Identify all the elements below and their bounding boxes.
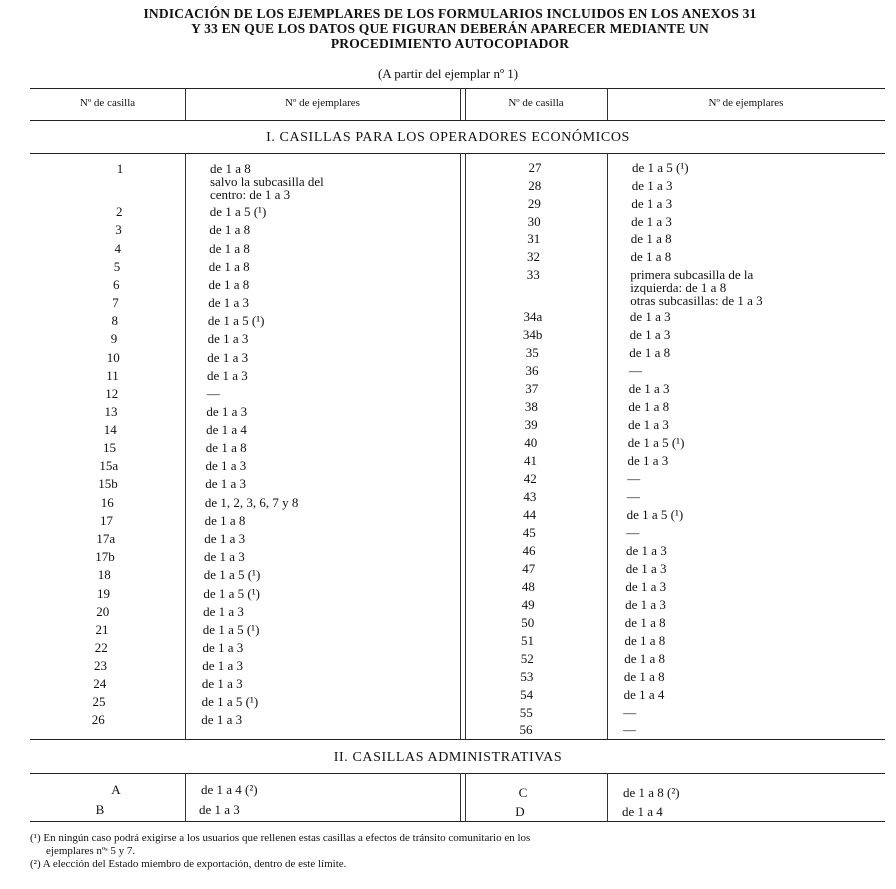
casilla-number: 51 (521, 633, 534, 648)
casilla-number: 24 (93, 676, 107, 691)
casilla-number: 7 (112, 295, 119, 310)
ejemplares-value: de 1 a 3 (625, 597, 666, 612)
ejemplares-value: — (623, 722, 636, 737)
admin-casilla: C (518, 785, 528, 800)
ejemplares-value: de 1 a 3 (202, 640, 244, 655)
casilla-number: 50 (521, 615, 535, 630)
casilla-number: 15b (98, 476, 118, 491)
ejemplares-value: de 1 a 3 (625, 579, 667, 594)
ejemplares-value: de 1 a 3 (629, 309, 671, 324)
ejemplares-value: — (626, 525, 640, 540)
admin-col-sep (185, 773, 186, 821)
footnote-1-cont: ejemplares nºˢ 5 y 7. (46, 845, 136, 857)
casilla-number: 15 (103, 440, 116, 455)
ejemplares-value: de 1 a 3 (208, 295, 249, 310)
ejemplares-value: de 1 a 3 (628, 381, 670, 396)
admin-ejemplares: de 1 a 4 (²) (201, 782, 258, 797)
ejemplares-value: de 1 a 8 (628, 399, 670, 414)
ejemplares-value: de 1, 2, 3, 6, 7 y 8 (204, 495, 299, 510)
casilla-number: 45 (522, 525, 536, 540)
header-ejemplares-left: Nº de ejemplares (285, 97, 360, 109)
body-col-sep (465, 153, 466, 739)
header-col-sep (460, 88, 461, 120)
casilla-number: 27 (528, 160, 542, 175)
casilla-number: 32 (527, 249, 540, 264)
ejemplares-value: de 1 a 3 (207, 331, 249, 346)
ejemplares-value: de 1 a 3 (627, 453, 669, 468)
ejemplares-value: de 1 a 3 (207, 350, 249, 365)
ejemplares-value: de 1 a 8 (205, 440, 247, 455)
casilla-number: 53 (520, 669, 534, 684)
casilla-number: 35 (525, 345, 539, 360)
ejemplares-value: de 1 a 8 (630, 231, 672, 246)
ejemplares-value: de 1 a 3 (631, 196, 673, 211)
casilla-number: 21 (95, 622, 109, 637)
section-administrativas-heading: II. CASILLAS ADMINISTRATIVAS (333, 750, 563, 765)
title-line: Y 33 EN QUE LOS DATOS QUE FIGURAN DEBERÁN APARECER MEDIANTE UN (191, 21, 709, 36)
ejemplares-value: de 1 a 5 (¹) (209, 204, 267, 219)
casilla-number: 2 (116, 204, 123, 219)
ejemplares-value: de 1 a 3 (203, 604, 244, 619)
admin-casilla: B (95, 802, 105, 817)
casilla-number: 17a (96, 531, 116, 546)
casilla-number: 26 (91, 712, 105, 727)
ejemplares-value: de 1 a 8 (629, 345, 671, 360)
casilla-number: 19 (97, 586, 110, 601)
casilla-number: 54 (520, 687, 534, 702)
header-bottom-rule (30, 120, 885, 121)
casilla-number: 10 (106, 350, 120, 365)
ejemplares-value: de 1 a 3 (201, 712, 243, 727)
casilla-number: 34a (523, 309, 543, 324)
casilla-number: 55 (519, 705, 533, 720)
ejemplares-value: de 1 a 3 (205, 458, 247, 473)
casilla-number: 12 (105, 386, 119, 401)
ejemplares-value: de 1 a 3 (204, 549, 245, 564)
casilla-number: 17 (100, 513, 113, 528)
casilla-number: 39 (524, 417, 538, 432)
admin-col-sep (607, 773, 608, 821)
casilla-number: 8 (111, 313, 118, 328)
ejemplares-value: de 1 a 5 (¹) (207, 313, 265, 328)
admin-ejemplares: de 1 a 8 (²) (623, 785, 680, 800)
casilla-number: 48 (521, 579, 535, 594)
casilla-number: 6 (113, 277, 120, 292)
table-bottom-rule (30, 821, 885, 822)
header-casilla-left: Nº de casilla (79, 97, 136, 109)
casilla-number: 43 (523, 489, 537, 504)
ejemplares-value: de 1 a 4 (623, 687, 665, 702)
ejemplares-value: de 1 a 3 (206, 404, 248, 419)
ejemplares-value: de 1 a 8 (630, 249, 672, 264)
ejemplares-value: de 1 a 5 (¹) (632, 160, 689, 175)
ejemplares-value: de 1 a 5 (¹) (203, 567, 261, 582)
casilla-number: 33 (526, 267, 540, 282)
ejemplares-value: — (623, 705, 637, 720)
casilla-number: 14 (103, 422, 117, 437)
ejemplares-value: de 1 a 5 (¹) (626, 507, 684, 522)
casilla-number: 52 (520, 651, 534, 666)
casilla-number: 13 (104, 404, 118, 419)
casilla-number: 16 (100, 495, 114, 510)
ejemplares-value: de 1 a 8 (209, 222, 251, 237)
ejemplares-value: primera subcasilla de la izquierda: de 1 a 8 otras subcasillas: de 1 a 3 (630, 267, 763, 308)
subtitle: (A partir del ejemplar nº 1) (377, 66, 519, 81)
casilla-number: 44 (523, 507, 537, 522)
section1-end-rule (30, 739, 885, 740)
admin-ejemplares: de 1 a 4 (622, 804, 663, 819)
casilla-number: 4 (114, 241, 121, 256)
ejemplares-value: de 1 a 5 (¹) (627, 435, 685, 450)
ejemplares-value: de 1 a 8 (209, 241, 250, 256)
casilla-number: 47 (522, 561, 536, 576)
casilla-number: 1 (116, 161, 124, 176)
ejemplares-value: de 1 a 3 (626, 543, 667, 558)
casilla-number: 41 (524, 453, 537, 468)
ejemplares-value: de 1 a 8 (624, 615, 666, 630)
casilla-number: 15a (99, 458, 119, 473)
casilla-number: 37 (525, 381, 539, 396)
ejemplares-value: de 1 a 4 (206, 422, 247, 437)
title-line: PROCEDIMIENTO AUTOCOPIADOR (330, 36, 570, 51)
casilla-number: 23 (94, 658, 107, 673)
admin-casilla: A (111, 782, 121, 797)
casilla-number: 5 (113, 259, 121, 274)
ejemplares-value: de 1 a 3 (207, 368, 248, 383)
casilla-number: 31 (527, 231, 541, 246)
ejemplares-value: de 1 a 3 (628, 417, 669, 432)
title-line: INDICACIÓN DE LOS EJEMPLARES DE LOS FORMULARIOS INCLUIDOS EN LOS ANEXOS 31 (143, 6, 757, 21)
casilla-number: 46 (522, 543, 536, 558)
casilla-number: 18 (97, 567, 111, 582)
section-operadores-heading: I. CASILLAS PARA LOS OPERADORES ECONÓMICOS (266, 130, 630, 145)
casilla-number: 29 (527, 196, 541, 211)
admin-col-sep (465, 773, 466, 821)
casilla-number: 49 (521, 597, 535, 612)
document-title (30, 6, 870, 51)
casilla-number: 20 (96, 604, 110, 619)
table-top-rule (30, 88, 885, 89)
admin-col-sep (460, 773, 461, 821)
ejemplares-value: de 1 a 3 (625, 561, 667, 576)
ejemplares-value: de 1 a 8 (208, 277, 250, 292)
casilla-number: 38 (524, 399, 538, 414)
ejemplares-value: de 1 a 5 (¹) (202, 622, 260, 637)
casilla-number: 42 (523, 471, 537, 486)
section2-bottom-rule (30, 773, 885, 774)
ejemplares-value: de 1 a 3 (629, 327, 671, 342)
casilla-number: 30 (527, 214, 541, 229)
casilla-number: 34b (522, 327, 543, 342)
ejemplares-value: de 1 a 5 (¹) (201, 694, 259, 709)
admin-ejemplares: de 1 a 3 (199, 802, 240, 817)
ejemplares-value: de 1 a 8 (624, 633, 666, 648)
ejemplares-value: — (627, 471, 641, 486)
casilla-number: 3 (115, 222, 122, 237)
casilla-number: 28 (528, 178, 542, 193)
ejemplares-value: de 1 a 5 (¹) (203, 586, 260, 601)
casilla-number: 9 (110, 331, 118, 346)
admin-casilla: D (515, 804, 525, 819)
casilla-number: 22 (94, 640, 108, 655)
footnote-1: (¹) En ningún caso podrá exigirse a los usuarios que rellenen estas casillas a efectos de tránsito comunitario en los (30, 832, 531, 844)
ejemplares-value: de 1 a 3 (205, 476, 246, 491)
body-col-sep (460, 153, 461, 739)
casilla-number: 25 (92, 694, 106, 709)
casilla-number: 17b (95, 549, 115, 564)
ejemplares-value: de 1 a 8 (624, 651, 665, 666)
casilla-number: 11 (106, 368, 119, 383)
casilla-number: 36 (525, 363, 539, 378)
body-col-sep (607, 153, 608, 739)
casilla-number: 40 (524, 435, 538, 450)
section1-bottom-rule (30, 153, 885, 154)
ejemplares-value: de 1 a 3 (202, 658, 243, 673)
header-casilla-right: Nº de casilla (508, 97, 564, 109)
body-col-sep (185, 153, 186, 739)
ejemplares-value: de 1 a 8 (204, 513, 246, 528)
ejemplares-value: de 1 a 3 (204, 531, 246, 546)
ejemplares-value: — (626, 489, 640, 504)
ejemplares-value: de 1 a 3 (201, 676, 243, 691)
ejemplares-value: de 1 a 3 (631, 214, 672, 229)
ejemplares-value: — (629, 363, 642, 378)
ejemplares-value: de 1 a 3 (631, 178, 673, 193)
header-ejemplares-right: Nº de ejemplares (708, 97, 784, 109)
ejemplares-value: de 1 a 8 (623, 669, 665, 684)
footnote-2: (²) A elección del Estado miembro de exportación, dentro de este límite. (30, 858, 347, 870)
ejemplares-value: de 1 a 8 salvo la subcasilla del centro: de 1 a 3 (210, 161, 324, 202)
ejemplares-value: de 1 a 8 (208, 259, 250, 274)
ejemplares-value: — (206, 386, 220, 401)
casilla-number: 56 (519, 722, 533, 737)
